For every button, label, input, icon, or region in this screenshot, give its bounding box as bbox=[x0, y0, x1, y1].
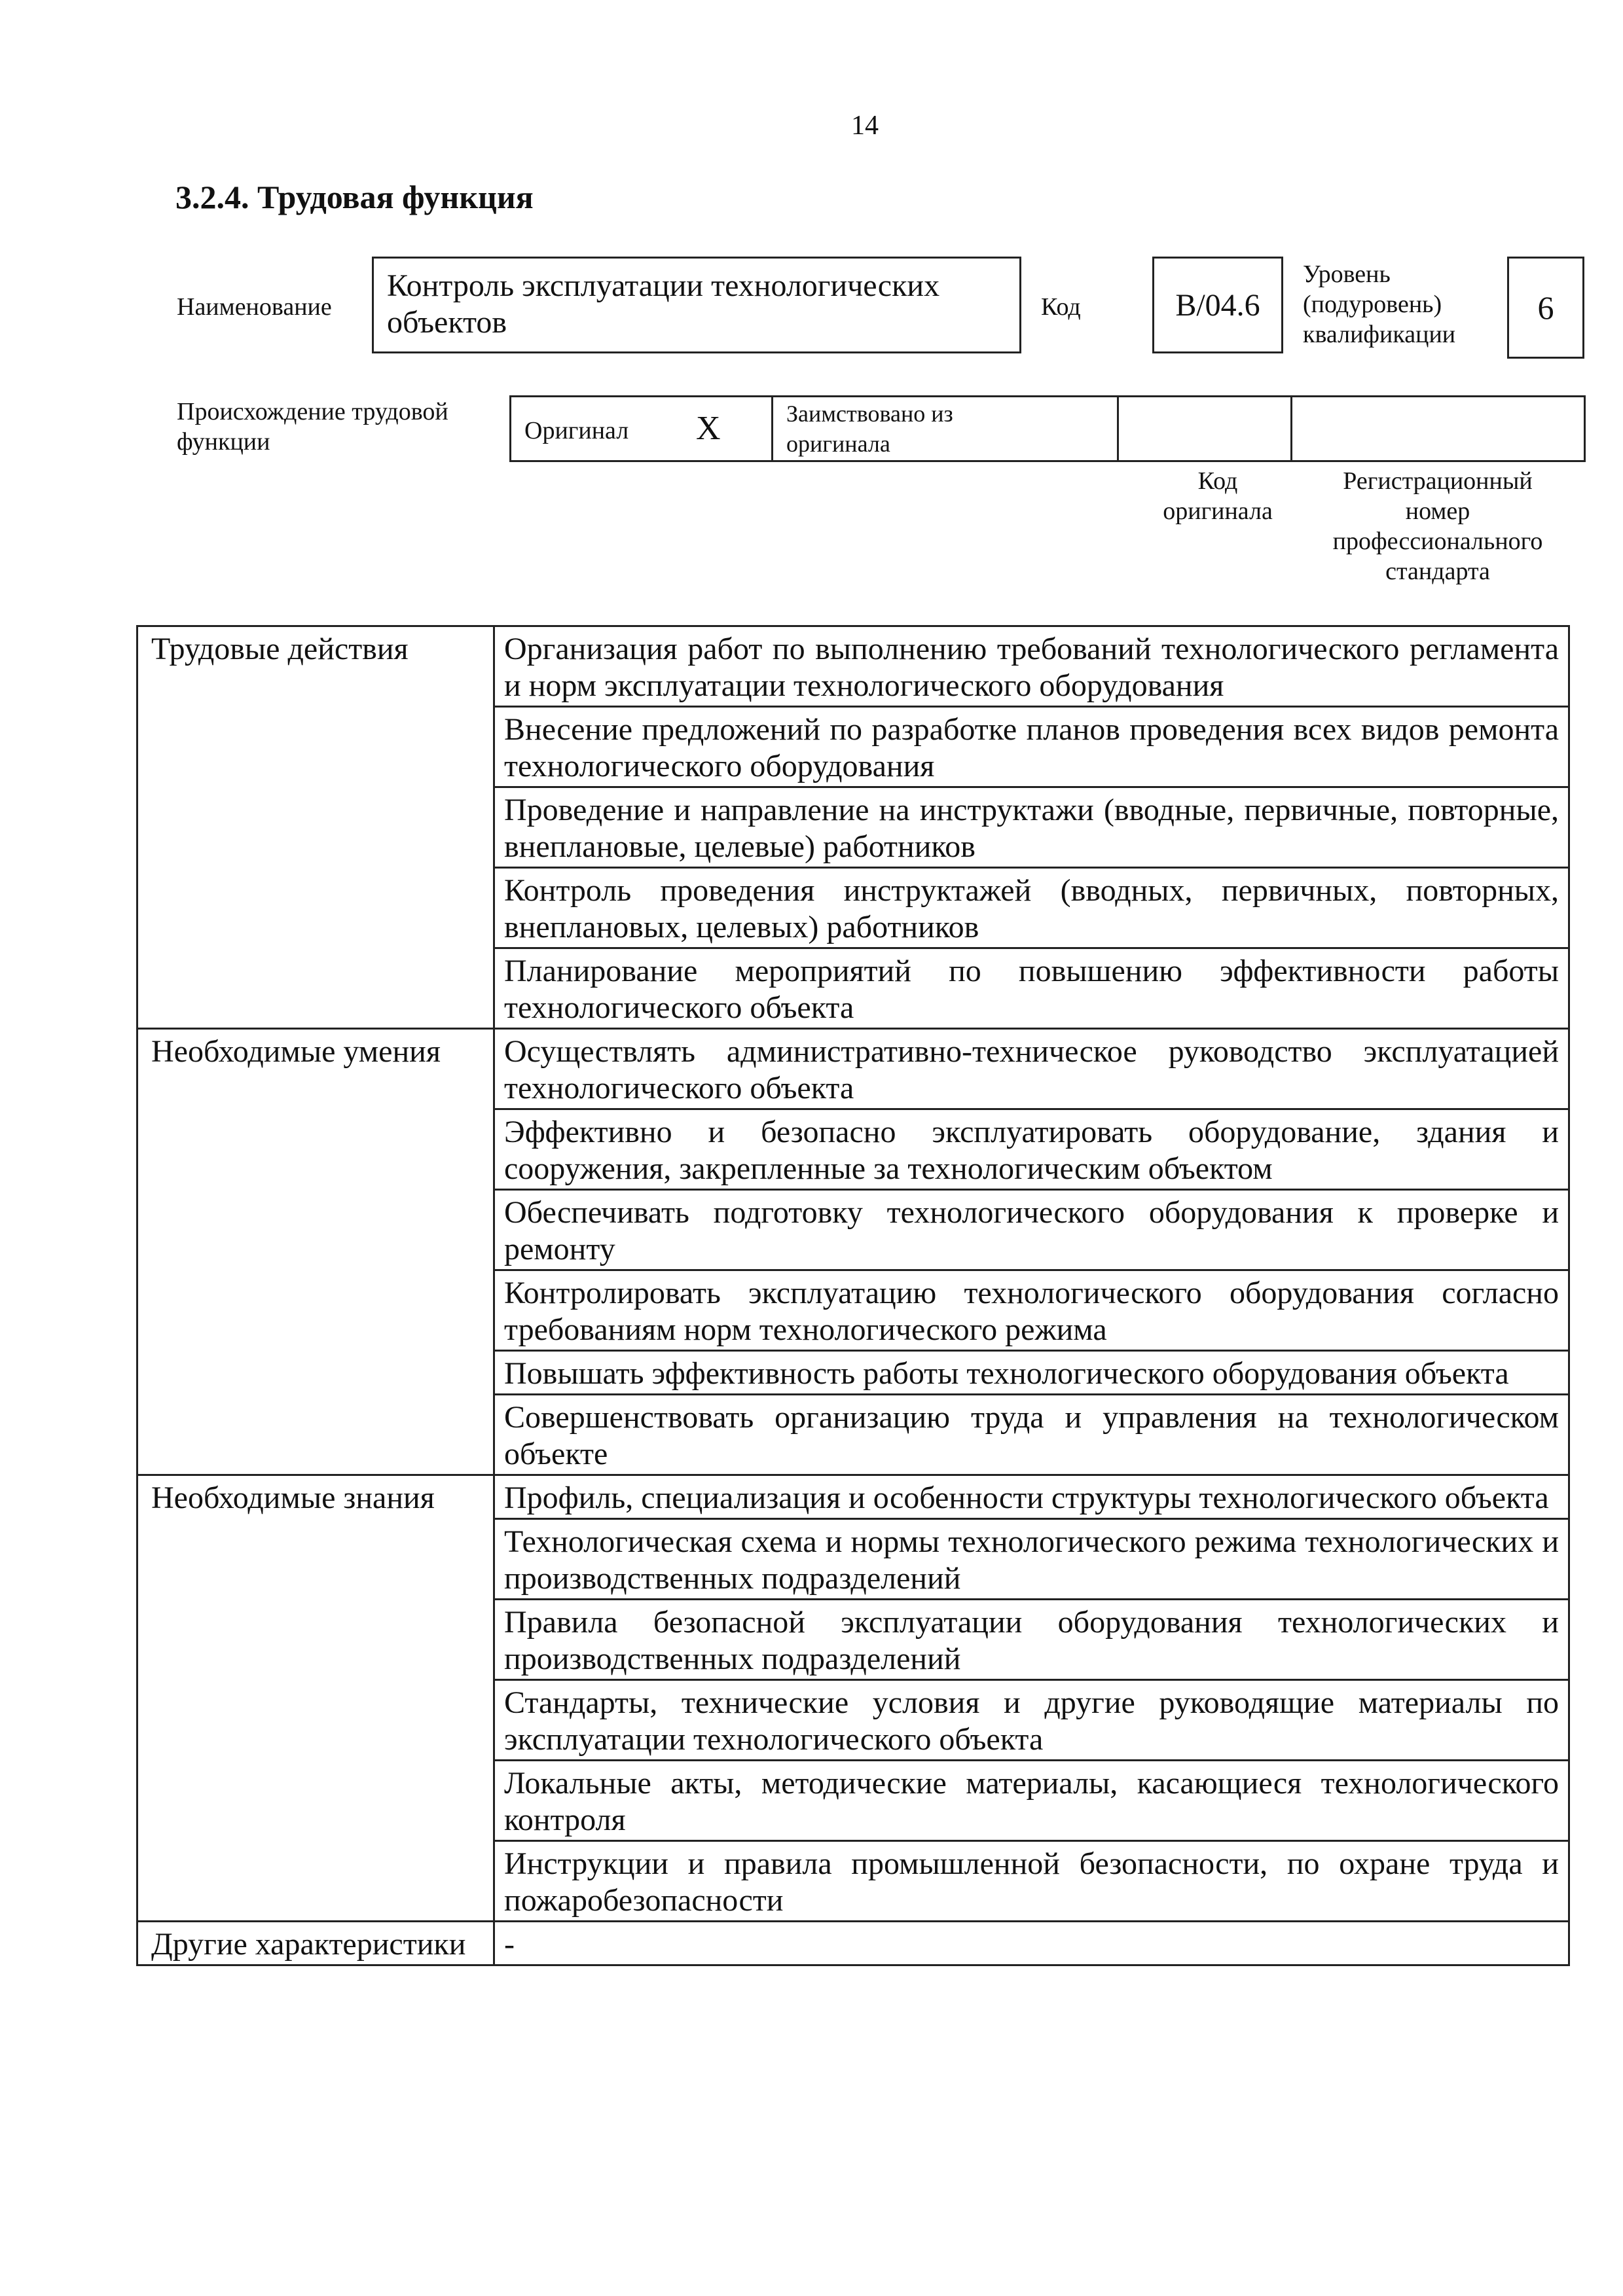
section-label: Необходимые знания bbox=[137, 1475, 494, 1922]
borrowed-cell bbox=[773, 397, 1119, 460]
borrowed-label bbox=[786, 399, 953, 459]
original-label: Оригинал bbox=[524, 417, 629, 444]
origin-label bbox=[177, 397, 448, 457]
page-number: 14 bbox=[851, 111, 879, 141]
original-code-caption bbox=[1152, 466, 1283, 526]
section-item: Проведение и направление на инструктажи (вводные, первичные, повторные, внеплановые, целевые) работников bbox=[494, 787, 1569, 868]
name-label: Наименование bbox=[177, 293, 332, 321]
level-label-line-1: Уровень bbox=[1303, 260, 1391, 288]
section-item: Профиль, специализация и особенности структуры технологического объекта bbox=[494, 1475, 1569, 1519]
code-field: B/04.6 bbox=[1152, 257, 1283, 353]
section-item: Стандарты, технические условия и другие руководящие материалы по эксплуатации технологического объекта bbox=[494, 1680, 1569, 1761]
qualification-level-field: 6 bbox=[1507, 257, 1584, 359]
borrowed-label-line-2: оригинала bbox=[786, 431, 890, 457]
code-caption-line-1: Код bbox=[1197, 467, 1238, 495]
section-item: Контроль проведения инструктажей (вводных, первичных, повторных, внеплановых, целевых) работников bbox=[494, 868, 1569, 948]
original-cell bbox=[511, 397, 773, 460]
reg-caption-line-4: стандарта bbox=[1385, 558, 1490, 585]
reg-caption-line-2: номер bbox=[1405, 497, 1470, 525]
origin-label-line-1: Происхождение трудовой bbox=[177, 398, 448, 425]
section-item: Планирование мероприятий по повышению эффективности работы технологического объекта bbox=[494, 948, 1569, 1029]
section-item: Осуществлять административно-техническое руководство эксплуатацией технологического объекта bbox=[494, 1029, 1569, 1109]
table-row bbox=[137, 1475, 1569, 1519]
reg-caption-line-1: Регистрационный bbox=[1343, 467, 1533, 495]
code-label: Код bbox=[1041, 293, 1081, 321]
section-item: Технологическая схема и нормы технологического режима технологических и производственных подразделений bbox=[494, 1519, 1569, 1600]
qualification-level-label bbox=[1303, 259, 1455, 350]
section-item: Правила безопасной эксплуатации оборудования технологических и производственных подразделений bbox=[494, 1600, 1569, 1680]
registration-number-caption bbox=[1290, 466, 1586, 586]
original-mark: X bbox=[696, 410, 721, 447]
registration-number-cell bbox=[1292, 397, 1584, 460]
borrowed-label-line-1: Заимствовано из bbox=[786, 401, 953, 427]
table-row bbox=[137, 626, 1569, 707]
section-item: Совершенствовать организацию труда и управления на технологическом объекте bbox=[494, 1395, 1569, 1475]
code-caption-line-2: оригинала bbox=[1163, 497, 1273, 525]
origin-table bbox=[509, 395, 1586, 462]
section-item: Эффективно и безопасно эксплуатировать оборудование, здания и сооружения, закрепленные за технологическим объектом bbox=[494, 1109, 1569, 1190]
section-heading: 3.2.4. Трудовая функция bbox=[175, 179, 534, 215]
section-label: Необходимые умения bbox=[137, 1029, 494, 1475]
section-item: Организация работ по выполнению требований технологического регламента и норм эксплуатации технологического оборудования bbox=[494, 626, 1569, 707]
table-row bbox=[137, 1922, 1569, 1965]
section-item: Повышать эффективность работы технологического оборудования объекта bbox=[494, 1351, 1569, 1395]
section-item: Локальные акты, методические материалы, касающиеся технологического контроля bbox=[494, 1761, 1569, 1841]
reg-caption-line-3: профессионального bbox=[1332, 528, 1543, 555]
section-item: - bbox=[494, 1922, 1569, 1965]
function-name-field: Контроль эксплуатации технологических объектов bbox=[372, 257, 1021, 353]
section-item: Контролировать эксплуатацию технологического оборудования согласно требованиям норм технологического режима bbox=[494, 1270, 1569, 1351]
section-item: Внесение предложений по разработке планов проведения всех видов ремонта технологического оборудования bbox=[494, 707, 1569, 787]
section-label: Трудовые действия bbox=[137, 626, 494, 1029]
table-row bbox=[137, 1029, 1569, 1109]
section-label: Другие характеристики bbox=[137, 1922, 494, 1965]
level-label-line-3: квалификации bbox=[1303, 321, 1456, 348]
function-details-table bbox=[136, 625, 1570, 1966]
original-code-cell bbox=[1119, 397, 1292, 460]
section-item: Обеспечивать подготовку технологического оборудования к проверке и ремонту bbox=[494, 1190, 1569, 1270]
origin-label-line-2: функции bbox=[177, 428, 270, 456]
section-item: Инструкции и правила промышленной безопасности, по охране труда и пожаробезопасности bbox=[494, 1841, 1569, 1922]
level-label-line-2: (подуровень) bbox=[1303, 291, 1442, 318]
